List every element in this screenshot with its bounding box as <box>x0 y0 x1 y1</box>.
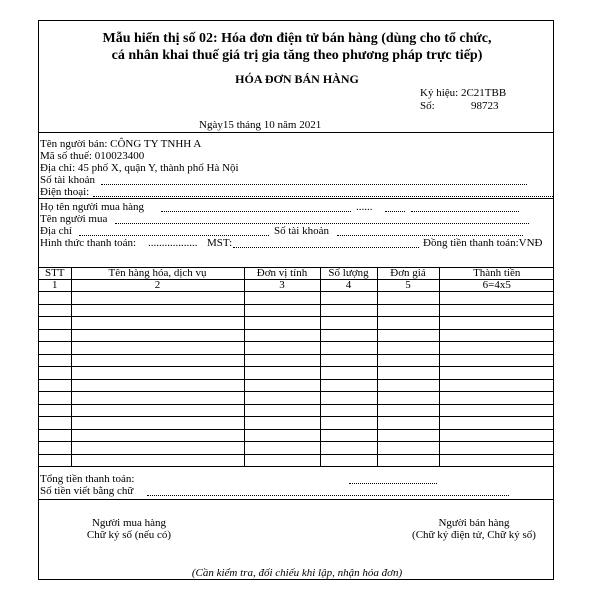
table-cell <box>39 454 71 467</box>
divider-header <box>39 132 553 133</box>
table-cell <box>439 392 554 405</box>
table-cell <box>439 442 554 455</box>
table-cell <box>39 342 71 355</box>
table-cell <box>244 429 320 442</box>
total-words-label: Số tiền viết bằng chữ <box>40 485 134 497</box>
table-cell <box>39 442 71 455</box>
table-cell <box>320 417 377 430</box>
table-cell <box>439 454 554 467</box>
table-cell <box>320 379 377 392</box>
table-cell <box>39 404 71 417</box>
seller-account-dots <box>101 184 527 185</box>
table-cell <box>71 354 244 367</box>
table-cell <box>439 379 554 392</box>
table-cell <box>377 342 439 355</box>
table-cell <box>320 354 377 367</box>
seller-tax-code: Mã số thuế: 010023400 <box>40 150 145 162</box>
buyer-address-label: Địa chỉ <box>40 225 73 237</box>
table-cell <box>439 292 554 305</box>
table-cell <box>320 292 377 305</box>
table-cell <box>377 292 439 305</box>
table-cell <box>377 392 439 405</box>
table-cell <box>39 292 71 305</box>
header-unit: Đơn vị tính <box>244 268 320 280</box>
table-cell <box>244 442 320 455</box>
table-cell <box>71 417 244 430</box>
table-row <box>39 304 554 317</box>
table-cell <box>377 317 439 330</box>
payment-method-label: Hình thức thanh toán: <box>40 237 137 249</box>
table-cell <box>244 342 320 355</box>
table-cell <box>71 304 244 317</box>
table-cell <box>439 342 554 355</box>
buyer-address-dots <box>79 235 269 236</box>
table-cell <box>244 317 320 330</box>
invoice-title: HÓA ĐƠN BÁN HÀNG <box>235 72 359 86</box>
table-cell <box>71 454 244 467</box>
table-cell <box>439 329 554 342</box>
payment-method-dots: .................. <box>148 237 198 249</box>
table-cell <box>244 379 320 392</box>
table-cell <box>377 454 439 467</box>
footer-note: (Cần kiểm tra, đối chiếu khi lập, nhận hóa đơn) <box>191 567 403 579</box>
table-cell <box>320 392 377 405</box>
seller-address: Địa chỉ: 45 phố X, quận Y, thành phố Hà Nội <box>40 162 239 174</box>
table-header-row <box>39 268 554 280</box>
total-label: Tổng tiền thanh toán: <box>40 473 135 485</box>
table-row <box>39 442 554 455</box>
index-cell: 6=4x5 <box>439 280 554 292</box>
index-cell: 2 <box>71 280 244 292</box>
table-cell <box>71 292 244 305</box>
table-cell <box>39 304 71 317</box>
table-cell <box>244 417 320 430</box>
header-amount: Thành tiền <box>439 268 554 280</box>
table-cell <box>39 354 71 367</box>
buyer-tax-id-label: MST: <box>207 237 233 249</box>
seller-name: Tên người bán: CÔNG TY TNHH A <box>40 138 202 150</box>
invoice-date: Ngày15 tháng 10 năm 2021 <box>199 119 322 131</box>
table-cell <box>320 304 377 317</box>
table-cell <box>71 342 244 355</box>
table-row <box>39 317 554 330</box>
table-cell <box>244 329 320 342</box>
table-row <box>39 392 554 405</box>
table-cell <box>244 304 320 317</box>
table-cell <box>244 292 320 305</box>
form-title-line-2: cá nhân khai thuế giá trị gia tăng theo phương pháp trực tiếp) <box>111 48 483 63</box>
divider-seller <box>39 198 553 199</box>
table-row <box>39 342 554 355</box>
table-cell <box>439 304 554 317</box>
table-cell <box>39 329 71 342</box>
table-cell <box>71 392 244 405</box>
index-cell: 5 <box>377 280 439 292</box>
buyer-account-dots <box>337 235 523 236</box>
table-row <box>39 404 554 417</box>
table-row <box>39 454 554 467</box>
buyer-company-label: Tên người mua <box>40 213 108 225</box>
table-row <box>39 429 554 442</box>
seller-signature-title: Người bán hàng <box>438 517 510 529</box>
table-cell <box>244 367 320 380</box>
buyer-name-mid: ...... <box>356 201 373 213</box>
buyer-name-dots-1 <box>161 211 351 212</box>
table-cell <box>377 367 439 380</box>
table-cell <box>71 442 244 455</box>
table-cell <box>39 417 71 430</box>
seller-phone-dots <box>93 196 553 197</box>
index-cell: 3 <box>244 280 320 292</box>
table-cell <box>320 454 377 467</box>
divider-totals <box>39 499 553 500</box>
table-cell <box>71 404 244 417</box>
table-cell <box>244 392 320 405</box>
table-cell <box>377 354 439 367</box>
buyer-company-dots <box>115 223 529 224</box>
table-cell <box>377 442 439 455</box>
buyer-signature-sub: Chữ ký số (nếu có) <box>86 529 172 541</box>
table-cell <box>320 367 377 380</box>
header-stt: STT <box>39 268 71 280</box>
index-cell: 4 <box>320 280 377 292</box>
table-cell <box>71 379 244 392</box>
table-cell <box>244 454 320 467</box>
table-cell <box>320 429 377 442</box>
table-cell <box>439 317 554 330</box>
table-cell <box>377 379 439 392</box>
table-cell <box>244 404 320 417</box>
table-cell <box>71 329 244 342</box>
invoice-number-value: 98723 <box>471 100 499 112</box>
table-cell <box>320 329 377 342</box>
table-cell <box>377 429 439 442</box>
invoice-form <box>38 20 554 580</box>
table-cell <box>377 329 439 342</box>
seller-phone-label: Điện thoại: <box>40 186 90 198</box>
table-cell <box>377 417 439 430</box>
table-cell <box>439 429 554 442</box>
table-index-row <box>39 280 554 292</box>
table-cell <box>320 317 377 330</box>
table-cell <box>439 417 554 430</box>
table-row <box>39 367 554 380</box>
table-cell <box>39 367 71 380</box>
invoice-number-label: Số: <box>420 100 435 112</box>
table-cell <box>439 367 554 380</box>
table-cell <box>39 392 71 405</box>
table-cell <box>39 379 71 392</box>
table-cell <box>320 342 377 355</box>
table-cell <box>71 317 244 330</box>
table-row <box>39 354 554 367</box>
seller-signature-sub: (Chữ ký điện tử, Chữ ký số) <box>412 529 536 541</box>
total-words-dots <box>147 495 509 496</box>
index-cell: 1 <box>39 280 71 292</box>
form-title-line-1: Mẫu hiển thị số 02: Hóa đơn điện tử bán hàng (dùng cho tổ chức, <box>102 31 492 46</box>
table-cell <box>439 354 554 367</box>
table-cell <box>39 429 71 442</box>
header-item-name: Tên hàng hóa, dịch vụ <box>71 268 244 280</box>
table-row <box>39 379 554 392</box>
table-cell <box>320 442 377 455</box>
header-quantity: Số lượng <box>320 268 377 280</box>
table-cell <box>377 304 439 317</box>
table-cell <box>320 404 377 417</box>
buyer-name-dots-2 <box>385 211 405 212</box>
buyer-name-dots-3 <box>411 211 519 212</box>
table-row <box>39 417 554 430</box>
empty-rows <box>39 292 554 467</box>
table-cell <box>244 354 320 367</box>
buyer-account-label: Số tài khoản <box>274 225 329 237</box>
table-cell <box>71 367 244 380</box>
seller-account-label: Số tài khoản <box>40 174 95 186</box>
buyer-name-label: Họ tên người mua hàng <box>40 201 145 213</box>
table-cell <box>39 317 71 330</box>
invoice-symbol: Ký hiệu: 2C21TBB <box>420 87 507 99</box>
table-cell <box>377 404 439 417</box>
table-row <box>39 292 554 305</box>
header-unit-price: Đơn giá <box>377 268 439 280</box>
table-cell <box>71 429 244 442</box>
buyer-tax-id-dots <box>233 247 419 248</box>
table-cell <box>439 404 554 417</box>
table-row <box>39 329 554 342</box>
items-table <box>39 267 554 467</box>
buyer-signature-title: Người mua hàng <box>91 517 167 529</box>
currency-label: Đồng tiền thanh toán:VNĐ <box>423 237 543 249</box>
total-dots <box>349 483 437 484</box>
